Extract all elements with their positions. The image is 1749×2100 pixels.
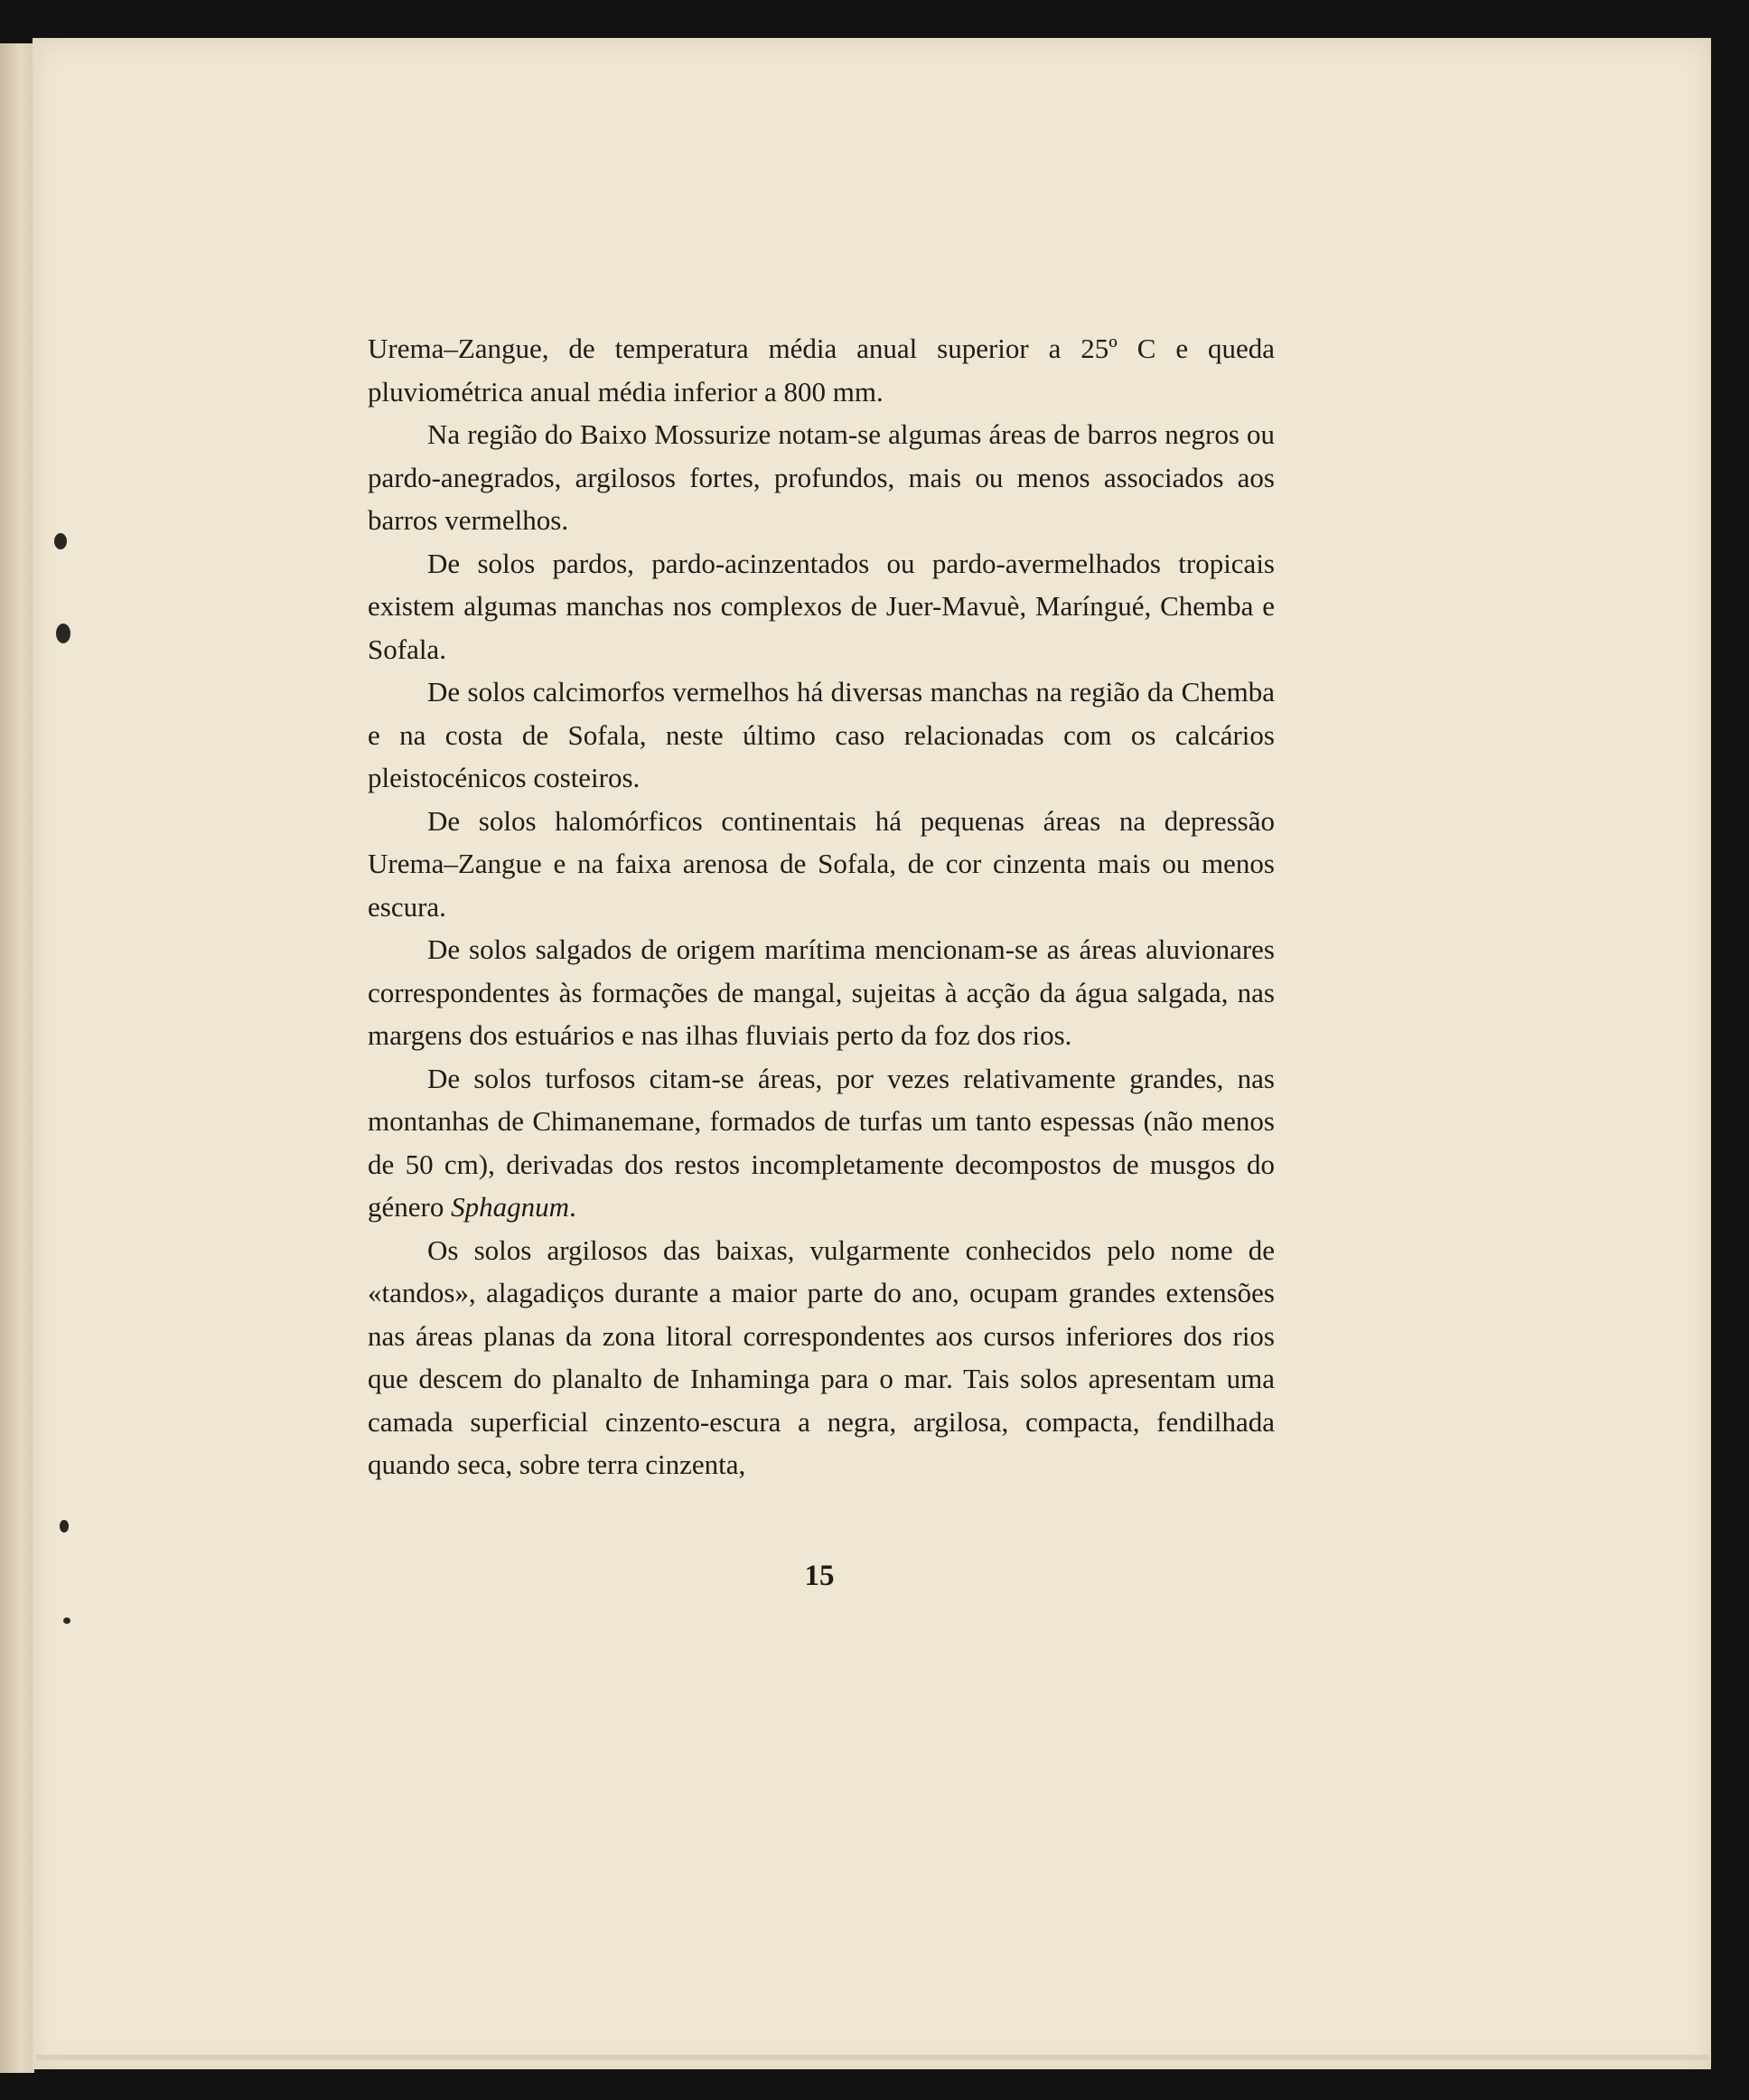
paragraph: Os solos argilosos das baixas, vulgarmente conhecidos pelo nome de «tandos», alagadiços durante a maior parte do ano, ocupam grandes extensões nas áreas planas da zona litoral correspondentes aos cursos inferiores dos rios que descem do planalto de Inhaminga para o mar. Tais solos apresentam uma camada superficial cinzento-escura a negra, argilosa, compacta, fendilhada quando seca, sobre terra cinzenta, <box>368 1233 1275 1480</box>
page-bottom-edge <box>36 2055 1709 2060</box>
body-text <box>368 327 1275 1486</box>
binding-hole-mark <box>60 1520 69 1533</box>
page-number: 15 <box>804 1560 835 1592</box>
binding-hole-mark <box>63 1617 70 1624</box>
paragraph: Urema–Zangue, de temperatura média anual superior a 25º C e queda pluviométrica anual média inferior a 800 mm. <box>368 333 1275 408</box>
binding-hole-mark <box>56 623 70 643</box>
paragraph-turfosos <box>368 1057 1275 1229</box>
paragraph-text: De solos turfosos citam-se áreas, por vezes relativamente grandes, nas montanhas de Chimanemane, formados de turfas um tanto espessas (não menos de 50 cm), derivadas dos restos incompletamente decompostos de musgos do género <box>368 1062 1275 1223</box>
paragraph: De solos halomórficos continentais há pequenas áreas na depressão Urema–Zangue e na faixa arenosa de Sofala, de cor cinzenta mais ou menos escura. <box>368 804 1275 923</box>
binding-hole-mark <box>54 533 67 549</box>
previous-page-edge <box>0 43 34 2073</box>
paragraph-end: . <box>568 1191 576 1223</box>
paragraph: De solos salgados de origem marítima mencionam-se as áreas aluvionares correspondentes às formações de mangal, sujeitas à acção da água salgada, nas margens dos estuários e nas ilhas fluviais perto da foz dos rios. <box>368 933 1275 1051</box>
paragraph: De solos pardos, pardo-acinzentados ou pardo-avermelhados tropicais existem algumas manchas nos complexos de Juer-Mavuè, Maríngué, Chemba e Sofala. <box>368 547 1275 665</box>
genus-name: Sphagnum <box>451 1191 569 1223</box>
paragraph: Na região do Baixo Mossurize notam-se algumas áreas de barros negros ou pardo-anegrados, argilosos fortes, profundos, mais ou menos associados aos barros vermelhos. <box>368 418 1275 536</box>
paragraph: De solos calcimorfos vermelhos há diversas manchas na região da Chemba e na costa de Sofala, neste último caso relacionadas com os calcários pleistocénicos costeiros. <box>368 676 1275 793</box>
